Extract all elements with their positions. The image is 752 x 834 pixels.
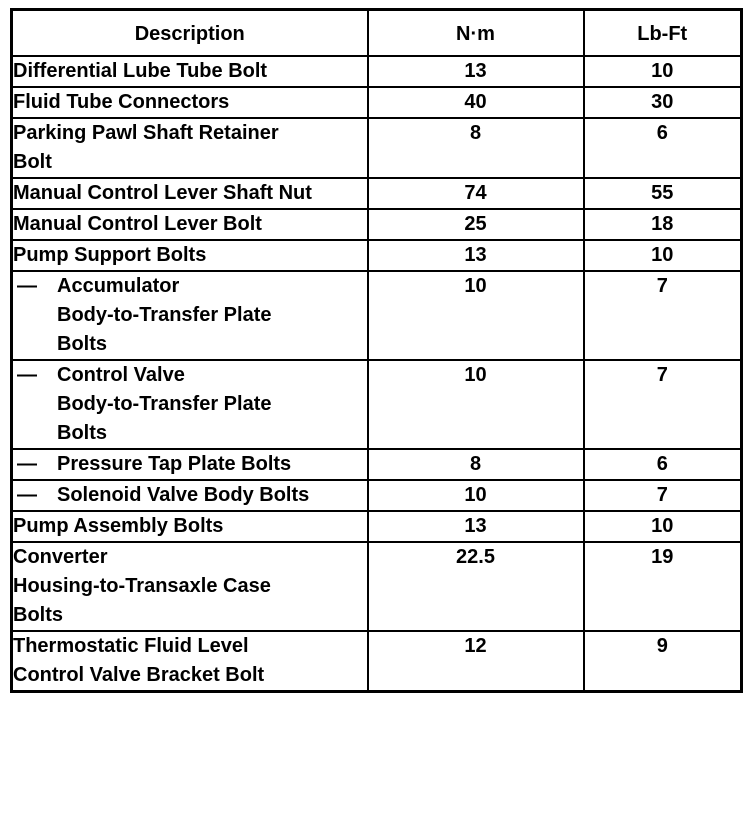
lbft-value-cell: 19 [584,542,742,631]
lbft-value-cell: 10 [584,240,742,271]
lbft-value-cell: 7 [584,271,742,360]
item-description [13,543,367,630]
torque-spec-table [10,8,743,693]
item-description [13,119,367,177]
item-description [13,88,367,117]
table-header-row [12,10,742,57]
description-line: Manual Control Lever Bolt [13,213,262,235]
description-line: Thermostatic Fluid Level [13,635,249,657]
description-line: Parking Pawl Shaft Retainer [13,122,279,144]
item-description [13,57,367,86]
description-cell [12,178,368,209]
table-row [12,118,742,178]
table-row [12,56,742,87]
description-line: Body-to-Transfer Plate [57,304,272,326]
item-description [13,241,367,270]
column-header-nm: N·m [368,10,584,57]
table-row [12,271,742,360]
table-row [12,178,742,209]
nm-value-cell: 8 [368,118,584,178]
description-line: Control Valve Bracket Bolt [13,664,265,686]
sub-item-dash: — [17,275,37,297]
column-header-description: Description [12,10,368,57]
sub-item-dash: — [17,453,37,475]
table-row [12,542,742,631]
table-row [12,480,742,511]
description-line: Control Valve [57,364,185,386]
nm-value-cell: 10 [368,480,584,511]
description-line: Body-to-Transfer Plate [57,393,272,415]
description-line: Bolts [57,422,107,444]
lbft-value-cell: 7 [584,480,742,511]
description-line: Manual Control Lever Shaft Nut [13,182,312,204]
table-row [12,209,742,240]
lbft-value-cell: 10 [584,511,742,542]
description-cell [12,118,368,178]
lbft-value-cell: 10 [584,56,742,87]
lbft-value-cell: 55 [584,178,742,209]
sub-item-dash: — [17,484,37,506]
nm-value-cell: 13 [368,240,584,271]
table-row [12,240,742,271]
lbft-value-cell: 30 [584,87,742,118]
sub-item-description [13,450,367,479]
description-cell [12,240,368,271]
description-line: Converter [13,546,108,568]
description-cell [12,56,368,87]
item-description [13,210,367,239]
description-line: Bolt [13,151,52,173]
column-header-lbft: Lb-Ft [584,10,742,57]
description-cell [12,631,368,692]
nm-value-cell: 10 [368,360,584,449]
description-cell [12,542,368,631]
description-line: Solenoid Valve Body Bolts [57,484,310,506]
sub-item-dash: — [17,364,37,386]
description-cell [12,87,368,118]
item-description [13,179,367,208]
description-cell [12,449,368,480]
nm-value-cell: 13 [368,56,584,87]
description-cell [12,271,368,360]
description-cell [12,511,368,542]
nm-value-cell: 13 [368,511,584,542]
description-line: Accumulator [57,275,180,297]
table-row [12,449,742,480]
nm-value-cell: 25 [368,209,584,240]
item-description [13,632,367,690]
description-cell [12,209,368,240]
sub-item-description [13,272,367,359]
nm-value-cell: 40 [368,87,584,118]
sub-item-description [13,481,367,510]
description-cell [12,360,368,449]
lbft-value-cell: 7 [584,360,742,449]
description-line: Differential Lube Tube Bolt [13,60,268,82]
description-line: Fluid Tube Connectors [13,91,230,113]
nm-value-cell: 12 [368,631,584,692]
description-line: Pressure Tap Plate Bolts [57,453,292,475]
description-line: Pump Assembly Bolts [13,515,224,537]
table-body [12,56,742,692]
table-row [12,87,742,118]
nm-value-cell: 22.5 [368,542,584,631]
nm-value-cell: 74 [368,178,584,209]
lbft-value-cell: 9 [584,631,742,692]
description-line: Bolts [57,333,107,355]
description-line: Pump Support Bolts [13,244,207,266]
description-line: Bolts [13,604,63,626]
sub-item-description [13,361,367,448]
description-line: Housing-to-Transaxle Case [13,575,271,597]
item-description [13,512,367,541]
lbft-value-cell: 6 [584,449,742,480]
lbft-value-cell: 6 [584,118,742,178]
description-cell [12,480,368,511]
lbft-value-cell: 18 [584,209,742,240]
table-row [12,360,742,449]
nm-value-cell: 10 [368,271,584,360]
torque-spec-table-container [10,8,740,693]
table-row [12,511,742,542]
nm-value-cell: 8 [368,449,584,480]
table-row [12,631,742,692]
